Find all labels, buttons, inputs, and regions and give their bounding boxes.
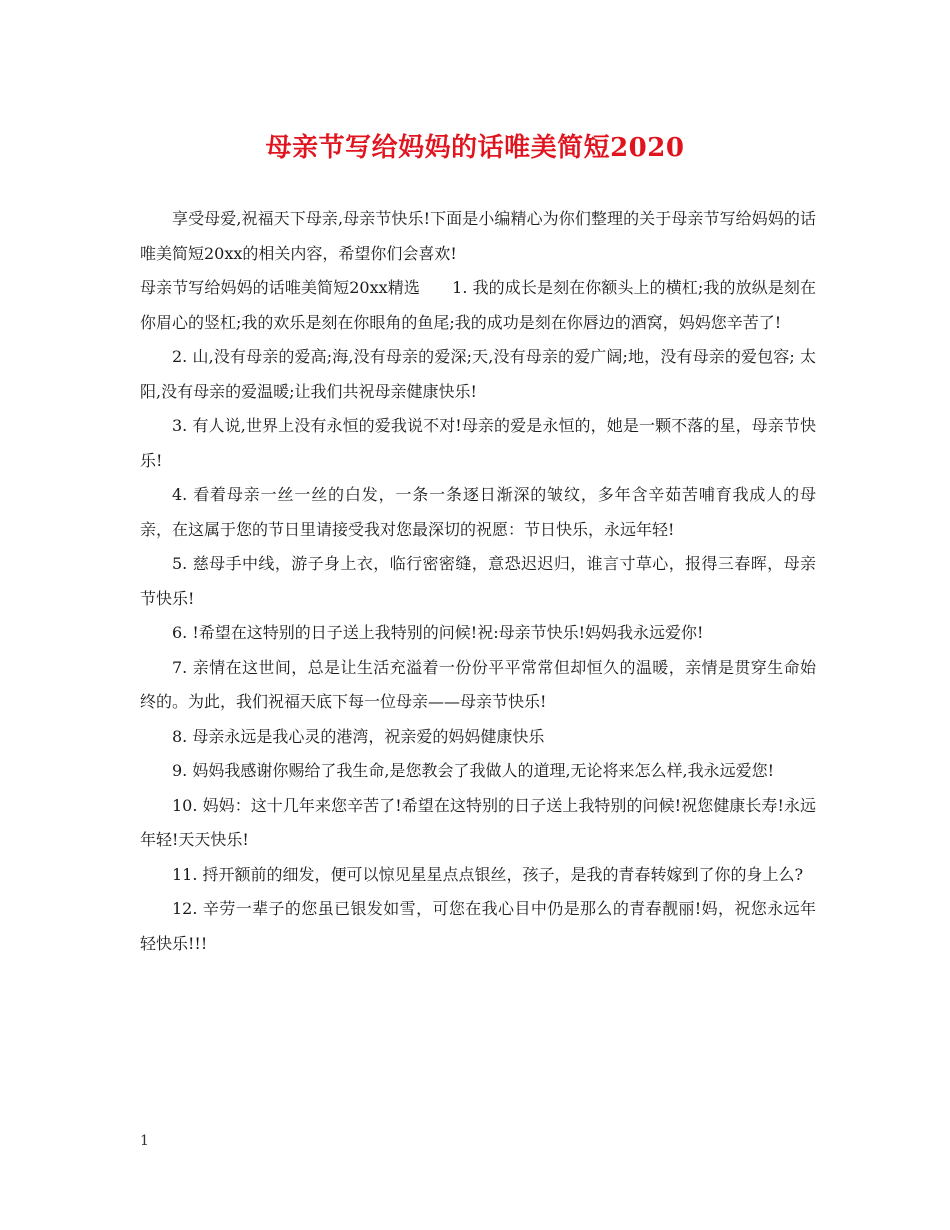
list-item-12: 12. 辛劳一辈子的您虽已银发如雪，可您在我心目中仍是那么的青春靓丽!妈，祝您永远年轻快乐!!! — [140, 899, 816, 953]
list-item-3: 3. 有人说,世界上没有永恒的爱我说不对!母亲的爱是永恒的，她是一颗不落的星，母亲节快乐! — [140, 416, 816, 470]
article-body — [140, 202, 816, 961]
list-item-8: 8. 母亲永远是我心灵的港湾，祝亲爱的妈妈健康快乐 — [172, 726, 545, 746]
list-item-1: 母亲节写给妈妈的话唯美简短20xx精选 1. 我的成长是刻在你额头上的横杠;我的放纵是刻在你眉心的竖杠;我的欢乐是刻在你眼角的鱼尾;我的成功是刻在你唇边的酒窝，妈妈您辛苦了! — [140, 278, 816, 332]
list-item-7: 7. 亲情在这世间，总是让生活充溢着一份份平平常常但却恒久的温暖，亲情是贯穿生命始终的。为此，我们祝福天底下每一位母亲——母亲节快乐! — [140, 657, 816, 711]
page-title: 母亲节写给妈妈的话唯美简短2020 — [265, 133, 685, 163]
list-item-5: 5. 慈母手中线，游子身上衣，临行密密缝，意恐迟迟归，谁言寸草心，报得三春晖，母亲节快乐! — [140, 554, 816, 608]
list-item-9: 9. 妈妈我感谢你赐给了我生命,是您教会了我做人的道理,无论将来怎么样,我永远爱您! — [172, 761, 775, 780]
intro-paragraph: 享受母爱,祝福天下母亲,母亲节快乐!下面是小编精心为你们整理的关于母亲节写给妈妈的话唯美简短20xx的相关内容，希望你们会喜欢! — [140, 209, 816, 263]
list-item-2: 2. 山,没有母亲的爱高;海,没有母亲的爱深;天,没有母亲的爱广阔;地，没有母亲的爱包容; 太阳,没有母亲的爱温暖;让我们共祝母亲健康快乐! — [140, 347, 816, 401]
list-item-4: 4. 看着母亲一丝一丝的白发，一条一条逐日渐深的皱纹，多年含辛茹苦哺育我成人的母亲，在这属于您的节日里请接受我对您最深切的祝愿：节日快乐，永远年轻! — [140, 485, 816, 539]
list-item-6: 6. !希望在这特别的日子送上我特别的问候!祝:母亲节快乐!妈妈我永远爱你! — [172, 623, 704, 642]
list-item-10: 10. 妈妈：这十几年来您辛苦了!希望在这特别的日子送上我特别的问候!祝您健康长寿!永远年轻!天天快乐! — [140, 795, 816, 849]
list-item-11: 11. 捋开额前的细发，便可以惊见星星点点银丝，孩子，是我的青春转嫁到了你的身上么? — [172, 864, 804, 884]
page-number: 1 — [140, 1133, 149, 1149]
